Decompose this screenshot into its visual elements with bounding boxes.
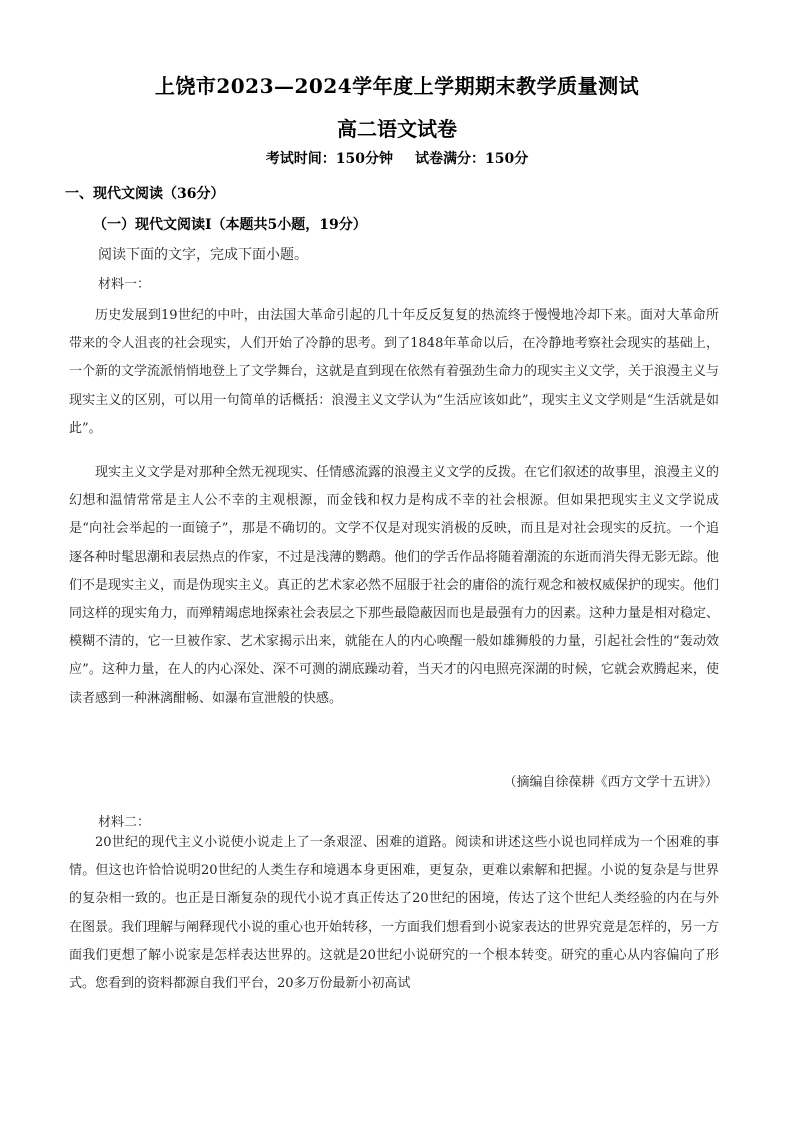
subsection-heading: （一）现代文阅读Ⅰ（本题共5小题，19分） xyxy=(93,217,367,233)
citation: （摘编自徐葆耕《西方文学十五讲》） xyxy=(503,775,718,790)
reading-instruction: 阅读下面的文字，完成下面小题。 xyxy=(98,247,308,263)
section-heading: 一、现代文阅读（36分） xyxy=(65,186,225,202)
exam-score: 试卷满分：150分 xyxy=(415,151,529,167)
exam-info xyxy=(0,148,794,168)
exam-time: 考试时间：150分钟 xyxy=(265,151,393,167)
paragraph: 历史发展到19世纪的中叶，由法国大革命引起的几十年反反复复的热流终于慢慢地冷却下来。面对大革命所带来的令人沮丧的社会现实，人们开始了冷静的思考。到了1848年革命以后，在冷静地考察社会现实的基础上，一个新的文学流派悄悄地登上了文学舞台，这就是直到现在依然有着强劲生命力的现实主义文学，关于浪漫主义与现实主义的区别，可以用一句简单的话概括：浪漫主义文学认为“生活应该如此”，现实主义文学则是“生活就是如此”。 xyxy=(69,308,720,436)
exam-subtitle: 高二语文试卷 xyxy=(337,117,457,141)
material-label: 材料二： xyxy=(98,815,151,830)
exam-title: 上饶市2023—2024学年度上学期期末教学质量测试 xyxy=(154,74,640,98)
paragraph: 20世纪的现代主义小说使小说走上了一条艰涩、困难的道路。阅读和讲述这些小说也同样成为一个困难的事情。但这也许恰恰说明20世纪的人类生存和境遇本身更困难，更复杂，更难以索解和把握。小说的复杂是与世界的复杂相一致的。也正是日渐复杂的现代小说才真正传达了20世纪的困境，传达了这个世纪人类经验的内在与外在图景。我们理解与阐释现代小说的重心也开始转移，一方面我们想看到小说家表达的世界究竟是怎样的，另一方面我们更想了解小说家是怎样表达世界的。这就是20世纪小说研究的一个根本转变。研究的重心从内容偏向了形式。您看到的资料都源自我们平台，20多万份最新小初高试 xyxy=(69,835,720,992)
paragraph: 现实主义文学是对那种全然无视现实、任情感流露的浪漫主义文学的反拨。在它们叙述的故事里，浪漫主义的幻想和温情常常是主人公不幸的主观根源，而金钱和权力是构成不幸的社会根源。但如果把现实主义文学说成是“向社会举起的一面镜子”，那是不确切的。文学不仅是对现实消极的反映，而且是对社会现实的反抗。一个追逐各种时髦思潮和表层热点的作家，不过是浅薄的鹦鹉。他们的学舌作品将随着潮流的东逝而消失得无影无踪。他们不是现实主义，而是伪现实主义。真正的艺术家必然不屈服于社会的庸俗的流行观念和被权威保护的现实。他们同这样的现实角力，而殚精竭虑地探索社会表层之下那些最隐蔽因而也是最强有力的因素。这种力量是相对稳定、模糊不清的，它一旦被作家、艺术家揭示出来，就能在人的内心唤醒一般如雄狮般的力量，引起社会性的“轰动效应”。这种力量，在人的内心深处、深不可测的湖底躁动着，当天才的闪电照亮深湖的时候，它就会欢腾起来，使读者感到一种淋漓酣畅、如瀑布宣泄般的快感。 xyxy=(69,465,720,706)
material-label: 材料一： xyxy=(98,277,151,292)
